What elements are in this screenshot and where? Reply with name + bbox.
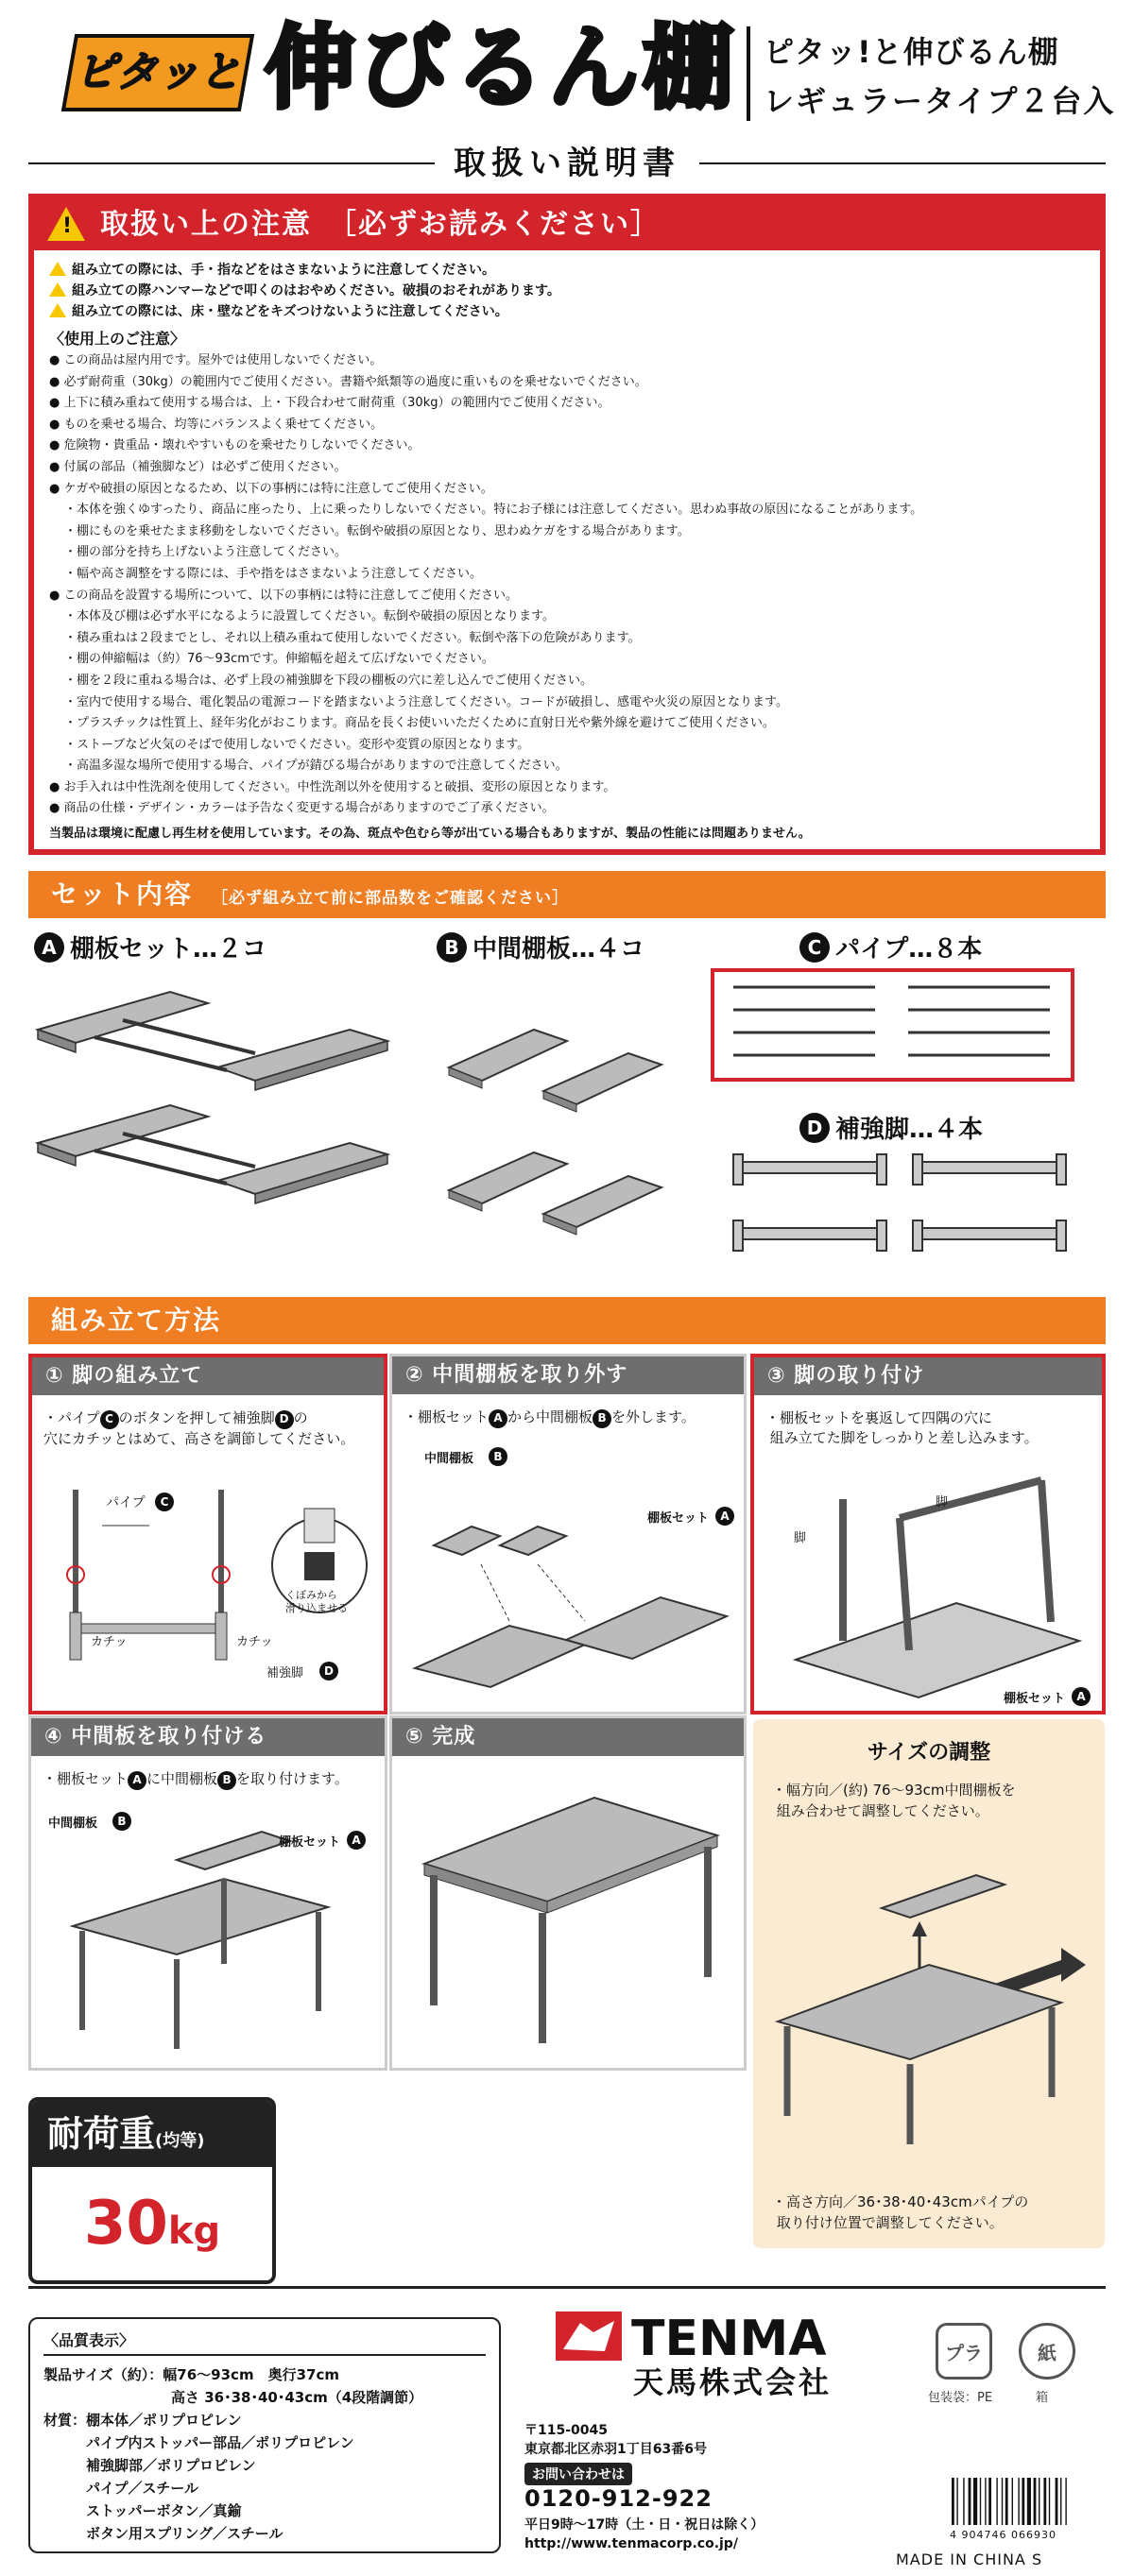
barcode-bar — [1065, 2478, 1066, 2525]
barcode-bar — [1060, 2478, 1061, 2525]
barcode-bar — [1034, 2478, 1037, 2525]
part-a-label — [34, 930, 266, 964]
shelf-set-label: 棚板セット — [279, 1835, 341, 1850]
usage-notes — [49, 350, 1089, 820]
barcode-bars — [950, 2478, 1101, 2525]
assembly-title: 組み立て方法 — [51, 1305, 222, 1336]
barcode — [950, 2478, 1101, 2541]
leg-label: 脚 — [936, 1495, 949, 1510]
assembly-header — [28, 1297, 1106, 1344]
product-variant: レギュラータイプ２台入 — [764, 83, 1116, 119]
load-value: 30 — [83, 2189, 168, 2259]
quality-line: 補強脚部／ポリプロピレン — [43, 2457, 256, 2474]
barcode-bar — [1027, 2478, 1031, 2525]
part-name: 棚板セット…２コ — [70, 935, 267, 964]
middle-shelf-illustration — [444, 1011, 690, 1266]
contact-hours — [524, 2516, 764, 2553]
click-label: カチッ — [91, 1635, 128, 1649]
size-text: ・幅方向／(約) 76～93cm中間棚板を — [772, 1782, 1016, 1799]
step-3-text — [754, 1395, 1102, 1448]
company-address — [524, 2421, 707, 2459]
step-text-part: ・棚板セット — [404, 1408, 490, 1425]
usage-note: ・本体及び棚は必ず水平になるように設置してください。転倒や破損の原因となります。 — [64, 609, 555, 624]
reinforcing-leg — [739, 1162, 881, 1173]
usage-note: ● ケガや破損の原因となるため、以下の事柄には特に注意してご使用ください。 — [49, 481, 493, 496]
slide-label: 滑り込ませる — [285, 1602, 348, 1614]
letter-a-icon: A — [489, 1409, 507, 1428]
step-text-part: を取り付けます。 — [236, 1770, 349, 1787]
step-2-title: ② 中間棚板を取り外す — [392, 1356, 744, 1394]
usage-note: ● お手入れは中性洗剤を使用してください。中性洗剤以外を使用すると破損、変形の原因となります。 — [49, 779, 616, 794]
warning-triangle-icon: ! — [47, 207, 85, 241]
step-4-title: ④ 中間板を取り付ける — [31, 1718, 385, 1756]
set-contents-title: セット内容 — [51, 879, 194, 910]
quality-line: パイプ内ストッパー部品／ポリプロピレン — [43, 2434, 354, 2451]
pla-recycle-label: 包装袋：PE — [928, 2391, 993, 2405]
part-b-label — [437, 930, 644, 964]
step-2-panel — [389, 1354, 747, 1714]
leg-label: 脚 — [794, 1531, 807, 1545]
warning-triangle-icon — [49, 282, 66, 297]
title-divider — [747, 26, 750, 121]
warning-text: 組み立ての際ハンマーなどで叩くのはおやめください。破損のおそれがあります。 — [72, 283, 560, 299]
shelf-set-label: 棚板セット — [1004, 1692, 1066, 1706]
load-capacity-badge — [28, 2097, 276, 2284]
load-label-note: (均等) — [155, 2131, 205, 2151]
barcode-bar — [1049, 2478, 1050, 2525]
load-unit: kg — [167, 2209, 221, 2253]
letter-d-icon: D — [319, 1662, 338, 1680]
barcode-bar — [1043, 2478, 1046, 2525]
barcode-bar — [980, 2478, 981, 2525]
recycled-material-note: 当製品は環境に配慮し再生材を使用しています。その為、斑点や色むら等が出ている場合もありますが、製品の性能には問題ありません。 — [49, 827, 811, 841]
step-2-text — [392, 1394, 744, 1428]
usage-note: ・積み重ねは２段までとし、それ以上積み重ねて使用しないでください。転倒や落下の危険があります。 — [64, 630, 641, 645]
size-adjustment-title: サイズの調整 — [867, 1741, 991, 1765]
letter-d-icon: D — [275, 1410, 294, 1429]
letter-a-icon: A — [1072, 1687, 1091, 1706]
usage-note: ・本体を強くゆすったり、商品に座ったり、上に乗ったりしないでください。特にお子様には注意してください。思わぬ事故の原因になることがあります。 — [64, 503, 923, 518]
barcode-bar — [969, 2478, 971, 2525]
size-text: 組み合わせて調整してください。 — [776, 1802, 989, 1819]
reinforcing-leg — [739, 1228, 881, 1239]
completed-shelf-illustration — [396, 1760, 746, 2062]
usage-note: ● 付属の部品（補強脚など）は必ずご使用ください。 — [49, 459, 347, 474]
middle-shelf-board — [543, 1053, 662, 1112]
step-1-panel — [28, 1354, 387, 1714]
quality-line: 製品サイズ（約）：幅76～93cm 奥行37cm — [43, 2366, 339, 2383]
warning-item — [49, 282, 560, 299]
barcode-bar — [988, 2478, 991, 2525]
postal-code: 〒115-0045 — [524, 2423, 608, 2438]
width-adjust-text — [772, 1780, 1016, 1821]
pipes-illustration — [714, 972, 1071, 1078]
letter-c-icon: C — [799, 932, 830, 963]
warning-text: 組み立ての際には、手・指などをはさまないように注意してください。 — [72, 263, 495, 278]
letter-a-icon: A — [347, 1831, 366, 1850]
step-5-title: ⑤ 完成 — [392, 1718, 744, 1756]
letter-b-icon: B — [489, 1447, 507, 1466]
usage-note: ・棚の部分を持ち上げないよう注意してください。 — [64, 545, 348, 560]
step-text-part: のボタンを押して補強脚 — [118, 1409, 275, 1426]
usage-note: ● 危険物・貴重品・壊れやすいものを乗せたりしないでください。 — [49, 438, 421, 453]
barcode-bar — [1022, 2478, 1024, 2525]
step-1-title: ① 脚の組み立て — [32, 1357, 384, 1395]
quality-line: 高さ 36･38･40･43cm（4段階調節） — [43, 2389, 423, 2406]
made-in-label: MADE IN CHINA S — [896, 2550, 1043, 2568]
reinforcing-leg — [919, 1162, 1060, 1173]
shelf-set-label: 棚板セット — [647, 1511, 710, 1526]
usage-note: ・幅や高さ調整をする際には、手や指をはさまないよう注意してください。 — [64, 566, 483, 581]
middle-shelf-label: 中間棚板 — [48, 1817, 98, 1831]
set-contents-subtitle: ［必ず組み立て前に部品数をご確認ください］ — [212, 889, 570, 908]
barcode-bar — [1002, 2478, 1003, 2525]
shelf-set-illustration — [28, 973, 406, 1228]
reinforcing-legs-illustration — [728, 1151, 1087, 1273]
letter-a-icon: A — [715, 1507, 734, 1526]
warning-triangle-icon — [49, 303, 66, 317]
middle-shelf-board — [543, 1176, 662, 1235]
step-text-part: ・パイプ — [43, 1409, 100, 1426]
shelf-set-2 — [38, 1105, 387, 1203]
hours-text: 平日9時～17時（土・日・祝日は除く） — [524, 2517, 765, 2533]
usage-note: ● この商品を設置する場所について、以下の事柄には特に注意してご使用ください。 — [49, 588, 518, 603]
size-adjustment-panel — [753, 1719, 1105, 2248]
caution-panel — [28, 194, 1106, 855]
barcode-bar — [952, 2478, 954, 2525]
letter-c-icon: C — [155, 1493, 174, 1511]
usage-note: ・棚にものを乗せたまま移動をしないでください。転倒や破損の原因となり、思わぬケガをする場合があります。 — [64, 523, 690, 538]
step-text-part: 組み立てた脚をしっかりと差し込みます。 — [769, 1429, 1039, 1446]
letter-a-icon: A — [128, 1771, 146, 1790]
warning-triangle-icon — [49, 262, 66, 276]
step-4-diagram — [35, 1822, 385, 2058]
brand-badge-text: ピタッと — [75, 48, 241, 96]
load-label-text: 耐荷重 — [47, 2113, 156, 2155]
barcode-bar — [996, 2478, 997, 2525]
usage-note: ● 商品の仕様・デザイン・カラーは予告なく変更する場合がありますのでご了承ください。 — [49, 801, 555, 816]
part-d-label — [799, 1110, 983, 1145]
barcode-bar — [1012, 2478, 1013, 2525]
company-name: 天馬株式会社 — [633, 2364, 833, 2400]
barcode-bar — [963, 2478, 964, 2525]
step-3-diagram — [758, 1461, 1104, 1707]
barcode-bar — [1039, 2478, 1040, 2525]
step-text-part: を外します。 — [611, 1408, 696, 1425]
set-contents-header — [28, 871, 1106, 918]
step-4-text — [31, 1756, 385, 1790]
size-adjustment-diagram — [759, 1842, 1099, 2154]
paper-recycle-label: 箱 — [1036, 2391, 1049, 2405]
middle-shelf-label: 中間棚板 — [424, 1452, 474, 1466]
pla-recycle-icon: プラ — [936, 2323, 992, 2380]
usage-note: ● 必ず耐荷重（30kg）の範囲内でご使用ください。書籍や紙類等の過度に重いものを乗せないでください。 — [49, 374, 647, 389]
middle-shelf-board — [449, 1152, 567, 1211]
quality-label-box — [28, 2317, 501, 2553]
part-name: 中間棚板…４コ — [472, 935, 645, 964]
part-name: パイプ…８本 — [835, 935, 983, 964]
quality-heading: 〈品質表示〉 — [43, 2329, 486, 2356]
warning-item — [49, 262, 495, 279]
step-3-panel — [750, 1354, 1106, 1714]
step-text-part: に中間棚板 — [146, 1770, 218, 1787]
step-text-part: ・棚板セット — [43, 1770, 129, 1787]
part-c-label — [799, 930, 982, 964]
step-text-part: ・棚板セットを裏返して四隅の穴に — [765, 1409, 993, 1426]
step-text-part: から中間棚板 — [507, 1408, 593, 1425]
paper-recycle-icon: 紙 — [1019, 2323, 1075, 2380]
product-subtitle: ピタッ!と伸びるん棚 — [764, 34, 1059, 70]
letter-b-icon: B — [437, 932, 467, 963]
reinforcing-leg — [919, 1228, 1060, 1239]
usage-note: ● ものを乗せる場合、均等にバランスよく乗せてください。 — [49, 417, 384, 432]
caution-header — [34, 199, 1100, 250]
usage-note: ・棚を２段に重ねる場合は、必ず上段の補強脚を下段の棚板の穴に差し込んでご使用ください。 — [64, 673, 593, 688]
caution-title: 取扱い上の注意 ［必ずお読みください］ — [100, 208, 661, 241]
product-title: 伸びるん棚 — [265, 15, 737, 121]
address-line: 東京都北区赤羽1丁目63番6号 — [524, 2442, 707, 2457]
letter-c-icon: C — [100, 1410, 119, 1429]
quality-line: 材質：棚本体／ポリプロピレン — [43, 2412, 242, 2429]
step-1-text — [32, 1395, 384, 1449]
pipe-label: パイプ — [106, 1495, 146, 1510]
quality-line: ストッパーボタン／真鍮 — [43, 2502, 242, 2519]
slide-label: くぼみから — [285, 1589, 337, 1601]
quality-line: ボタン用スプリング／スチール — [43, 2525, 284, 2542]
letter-b-icon: B — [593, 1409, 611, 1428]
shelf-set-1 — [38, 992, 387, 1090]
letter-d-icon: D — [799, 1113, 830, 1143]
size-text: 取り付け位置で調整してください。 — [776, 2214, 1004, 2231]
click-label: カチッ — [236, 1635, 273, 1649]
tenma-logo-text: TENMA — [631, 2311, 827, 2363]
tenma-logo-mark — [527, 2306, 877, 2363]
phone-number: 0120-912-922 — [524, 2485, 713, 2512]
barcode-bar — [1005, 2478, 1008, 2525]
letter-a-icon: A — [34, 932, 64, 963]
contact-label: お問い合わせは — [524, 2463, 632, 2485]
step-2-diagram — [396, 1460, 746, 1706]
usage-note: ・室内で使用する場合、電化製品の電源コードを踏まないよう注意してください。コードが破損し、感電や火災の原因となります。 — [64, 694, 788, 709]
load-capacity-label — [32, 2101, 272, 2167]
brand-badge — [59, 13, 248, 127]
middle-shelf-board — [449, 1030, 567, 1088]
load-capacity-value — [32, 2167, 272, 2284]
step-3-title: ③ 脚の取り付け — [754, 1357, 1102, 1395]
barcode-bar — [973, 2478, 977, 2525]
letter-b-icon: B — [217, 1771, 236, 1790]
barcode-bar — [956, 2478, 957, 2525]
usage-heading: 〈使用上のご注意〉 — [49, 330, 186, 348]
size-text: ・高さ方向／36･38･40･43cmパイプの — [772, 2193, 1029, 2210]
manual-title: 取扱い説明書 — [435, 140, 699, 187]
step-4-panel — [28, 1715, 387, 2071]
barcode-number: 4 904746 066930 — [950, 2529, 1057, 2541]
pipes-highlight-box — [711, 968, 1074, 1082]
company-url[interactable]: http://www.tenmacorp.co.jp/ — [524, 2536, 738, 2551]
usage-note: ● 上下に積み重ねて使用する場合は、上・下段合わせて耐荷重（30kg）の範囲内でご使用ください。 — [49, 396, 610, 411]
usage-note: ・ストーブなど火気のそばで使用しないでください。変形や変質の原因となります。 — [64, 737, 530, 752]
warning-text: 組み立ての際には、床・壁などをキズつけないように注意してください。 — [72, 304, 508, 319]
warning-item — [49, 303, 508, 320]
barcode-bar — [985, 2478, 986, 2525]
usage-note: ・高温多湿な場所で使用する場合、パイプが錆びる場合がありますので注意してください。 — [64, 759, 568, 774]
barcode-bar — [1056, 2478, 1058, 2525]
reinforcing-leg-label: 補強脚 — [266, 1666, 304, 1680]
usage-note: ・プラスチックは性質上、経年劣化がおこります。商品を長くお使いいただくために直射日光や紫外線を避けてご使用ください。 — [64, 716, 775, 731]
step-text-part: の — [293, 1409, 308, 1426]
footer — [28, 2286, 1106, 2569]
letter-b-icon: B — [112, 1812, 131, 1831]
height-adjust-text — [772, 2192, 1028, 2233]
usage-note: ・棚の伸縮幅は（約）76～93cmです。伸縮幅を超えて広げないでください。 — [64, 652, 494, 667]
usage-note: ● この商品は屋内用です。屋外では使用しないでください。 — [49, 353, 383, 367]
step-text-part: 穴にカチッとはめて、高さを調節してください。 — [43, 1429, 355, 1447]
quality-line: パイプ／スチール — [43, 2480, 198, 2497]
barcode-bar — [1018, 2478, 1019, 2525]
step-5-panel — [389, 1715, 747, 2071]
part-name: 補強脚…４本 — [835, 1116, 984, 1144]
